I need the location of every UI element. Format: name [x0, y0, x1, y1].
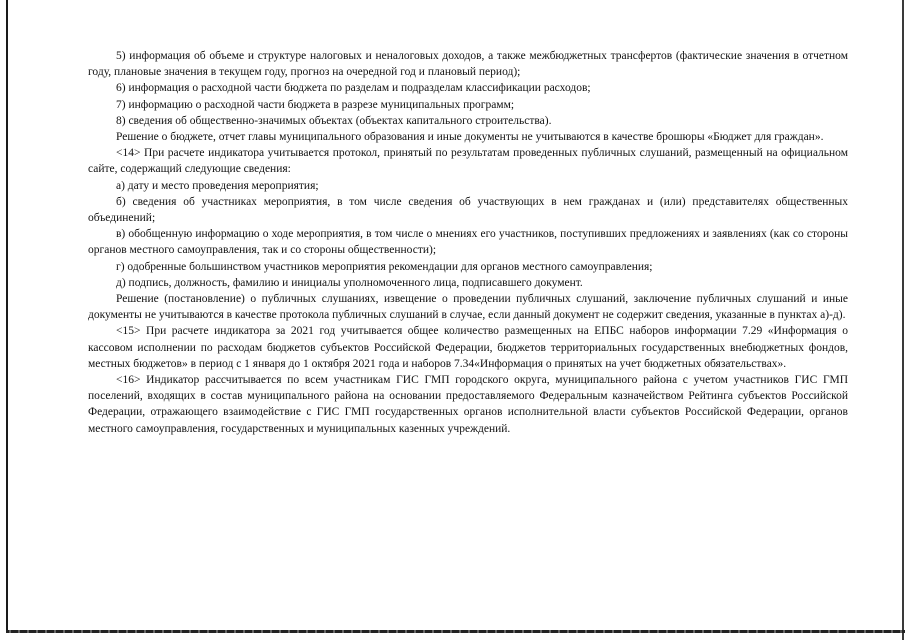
footnote-15: <15> При расчете индикатора за 2021 год учитывается общее количество размещенных на ЕПБС наборов информации 7.29 «Информация о кассовом исполнении по расходам бюджетов субъектов Российской Федерации, бюджетов территориальных государственных внебюджетных фондов, местных бюджетов» в период с 1 января до 1 октября 2021 года и наборов 7.34«Информация о принятых на учет бюджетных обязательствах».: [88, 325, 848, 370]
paragraph-item-6: 6) информация о расходной части бюджета по разделам и подразделам классификации расходов;: [116, 82, 591, 95]
paragraph-hearings-note: Решение (постановление) о публичных слушаниях, извещение о проведении публичных слушаний, заключение публичных слушаний и иные документы не учитываются в качестве протокола публичных слушаний в случае, если данный документ не содержит сведения, указанные в пунктах а)-д).: [88, 293, 848, 322]
footnote-14-item-g: г) одобренные большинством участников мероприятия рекомендации для органов местного самоуправления;: [116, 260, 653, 273]
footnote-14: <14> При расчете индикатора учитывается протокол, принятый по результатам проведенных публичных слушаний, размещенный на официальном сайте, содержащий следующие сведения:: [88, 147, 848, 176]
footnote-16: <16> Индикатор рассчитывается по всем участникам ГИС ГМП городского округа, муниципального района с учетом участников ГИС ГМП поселений, входящих в состав муниципального района на основании предоставляемого Федеральным казначейством Рейтинга субъектов Российской Федерации, отражающего взаимодействие с ГИС ГМП государственных органов исполнительной власти субъектов Российской Федерации, органов местного самоуправления, государственных и муниципальных казенных учреждений.: [88, 374, 848, 435]
footnote-14-item-a: а) дату и место проведения мероприятия;: [116, 179, 319, 192]
paragraph-item-5: 5) информация об объеме и структуре налоговых и неналоговых доходов, а также межбюджетных трансфертов (фактические значения в отчетном году, плановые значения в текущем году, прогноз на очередной год и плановый период);: [88, 50, 848, 79]
scan-left-edge: [6, 0, 8, 632]
paragraph-item-8: 8) сведения об общественно-значимых объектах (объектах капитального строительства).: [116, 114, 552, 127]
footnote-14-item-d: д) подпись, должность, фамилию и инициалы уполномоченного лица, подписавшего документ.: [116, 276, 583, 289]
paragraph-item-7: 7) информацию о расходной части бюджета в разрезе муниципальных программ;: [116, 98, 515, 111]
scan-bottom-edge: [6, 630, 905, 633]
footnote-14-item-v: в) обобщенную информацию о ходе мероприятия, в том числе о мнениях его участников, поступивших предложениях и заявлениях (как со стороны органов местного самоуправления, так и со стороны общественности);: [88, 228, 848, 257]
paragraph-brochure-note: Решение о бюджете, отчет главы муниципального образования и иные документы не учитываются в качестве брошюры «Бюджет для граждан».: [116, 131, 824, 144]
footnote-14-item-b: б) сведения об участниках мероприятия, в том числе сведения об участвующих в нем гражданах и (или) представителях общественных объединений;: [88, 195, 848, 225]
scan-right-edge: [902, 0, 904, 640]
document-body: [88, 48, 848, 437]
